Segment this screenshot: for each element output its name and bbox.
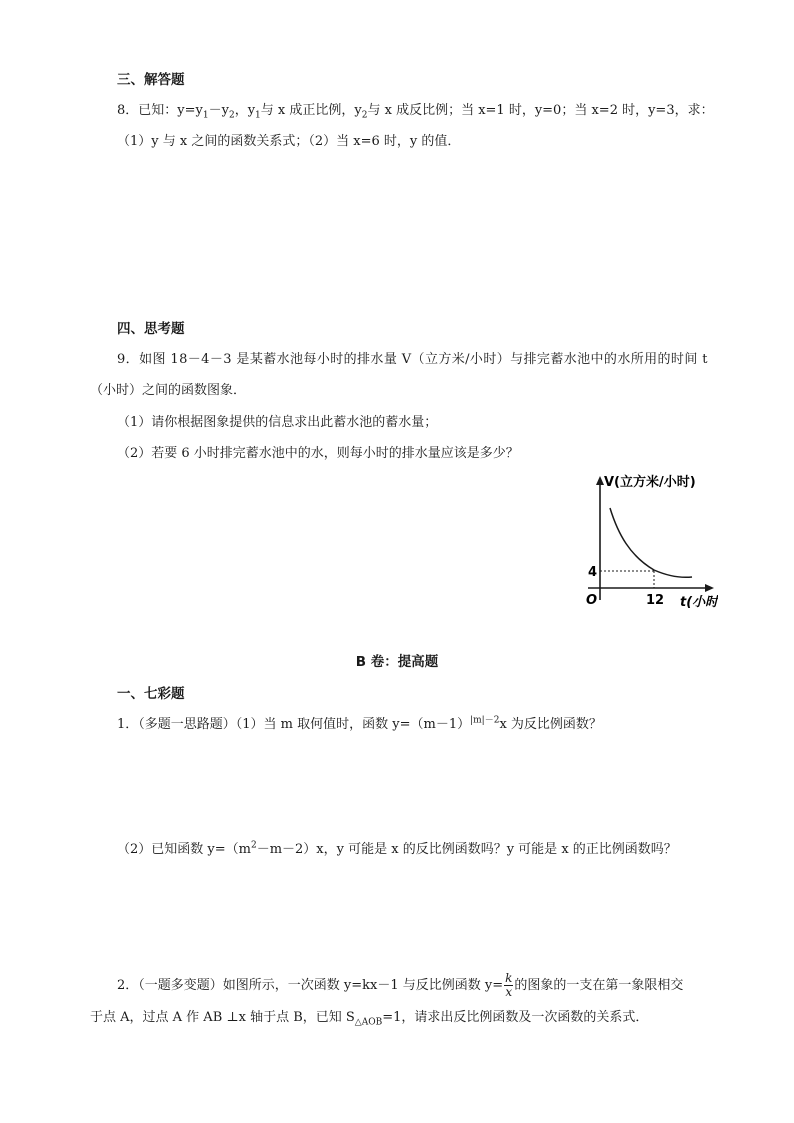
question-b2-line-2: 于点 A，过点 A 作 AB ⊥x 轴于点 B，已知 $S_{\triangle AOB}=1$，请求出反比例函数及一次函数的关系式．	[90, 1010, 649, 1028]
x-tick-label: 12	[646, 593, 665, 608]
part-b-title: B 卷：提高题	[355, 654, 439, 670]
y-tick-label: 4	[588, 565, 598, 580]
question-8-line-1: 8．已知：$y=y_1-y_2$，$y_1$与 x 成正比例，$y_2$与 x 成反比例；当 x=1 时，y=0；当 x=2 时，y=3，求：	[117, 103, 714, 121]
fraction-k-over-x: $\frac{k}{x}$	[505, 971, 513, 999]
section-heading-colorful-questions: 一、七彩题	[117, 686, 185, 702]
question-9-part-2: （2）若要 6 小时排完蓄水池中的水，则每小时的排水量应该是多少？	[117, 446, 519, 461]
inverse-function-graph	[574, 472, 718, 612]
y-axis-label: V(立方米/小时)	[604, 475, 696, 490]
section-heading-thinking-questions: 四、思考题	[117, 321, 185, 337]
question-9-line-1: 9．如图 18－4－3 是某蓄水池每小时的排水量 V（立方米/小时）与排完蓄水池中的水所用的时间 t	[117, 352, 708, 367]
section-heading-answer-questions: 三、解答题	[117, 72, 185, 88]
question-9-line-2: （小时）之间的函数图象．	[90, 383, 247, 398]
question-9-part-1: （1）请你根据图象提供的信息求出此蓄水池的蓄水量；	[117, 415, 438, 430]
origin-label: O	[586, 593, 598, 608]
question-b1-part-1: 1．（多题一思路题）（1）当 m 取何值时，函数 $y=(m-1)^{|m|-2}x$ 为反比例函数？	[117, 715, 602, 732]
question-8-line-2: （1）y 与 x 之间的函数关系式；（2）当 x=6 时，y 的值．	[117, 134, 461, 149]
question-b2-line-1: 2．（一题多变题）如图所示，一次函数 y=kx－1 与反比例函数 y= $\frac{k}{x}$ 的图象的一支在第一象限相交	[117, 971, 684, 999]
question-b1-part-2: （2）已知函数 $y=(m^2-m-2)x$，y 可能是 x 的反比例函数吗？y 可能是 x 的正比例函数吗？	[117, 840, 677, 857]
x-axis-label: t(小时	[680, 595, 718, 610]
